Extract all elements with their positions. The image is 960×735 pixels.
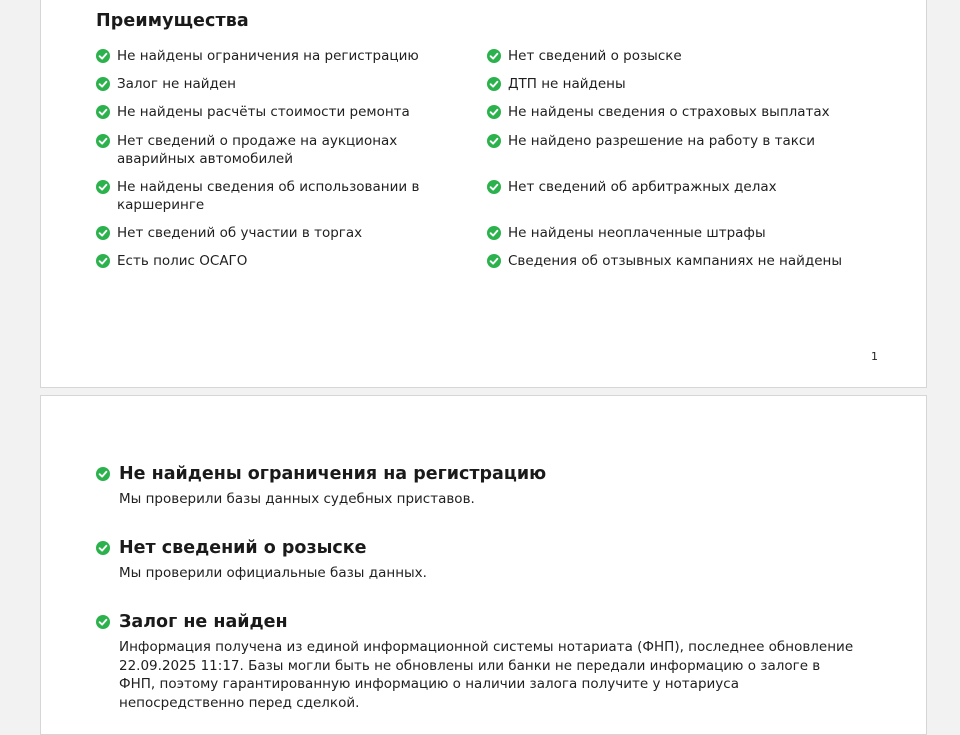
advantage-item: [96, 47, 477, 65]
advantage-item: [96, 132, 477, 168]
advantage-label: Не найдены неоплаченные штрафы: [508, 225, 766, 241]
advantage-item: [487, 103, 868, 121]
advantage-item: [487, 75, 868, 93]
report-page-2: [40, 395, 927, 735]
check-circle-icon: [96, 134, 110, 148]
advantage-label: Не найдены ограничения на регистрацию: [117, 48, 419, 64]
check-circle-icon: [96, 49, 110, 63]
check-circle-icon: [96, 254, 110, 268]
check-circle-icon: [96, 615, 110, 629]
check-circle-icon: [96, 467, 110, 481]
detail-title: [96, 611, 856, 633]
check-circle-icon: [96, 77, 110, 91]
advantage-item: [487, 252, 868, 270]
detail-text: Мы проверили базы данных судебных приставов.: [119, 491, 475, 507]
report-page-1: [40, 0, 927, 388]
check-circle-icon: [487, 226, 501, 240]
detail-pledge: [96, 611, 856, 712]
advantage-label: Нет сведений о продаже на аукционах аварийных автомобилей: [117, 132, 398, 167]
advantage-label: Не найдено разрешение на работу в такси: [508, 132, 816, 149]
detail-title-text: Нет сведений о розыске: [119, 538, 367, 558]
page-number: 1: [871, 350, 878, 363]
check-circle-icon: [96, 180, 110, 194]
advantage-item: [487, 132, 868, 150]
advantage-item: [96, 103, 477, 121]
advantage-label: Есть полис ОСАГО: [117, 253, 248, 270]
advantage-label: Сведения об отзывных кампаниях не найдены: [508, 253, 843, 270]
advantage-item: [487, 224, 868, 242]
check-circle-icon: [487, 77, 501, 91]
detail-title: [96, 463, 856, 485]
advantage-label: Нет сведений о розыске: [508, 48, 682, 64]
check-circle-icon: [487, 49, 501, 63]
advantage-label: Не найдены сведения о страховых выплатах: [508, 104, 830, 121]
check-circle-icon: [487, 105, 501, 119]
advantage-item: [96, 252, 477, 270]
check-circle-icon: [96, 541, 110, 555]
detail-title: [96, 537, 856, 559]
advantage-item: [487, 47, 868, 65]
advantages-title: Преимущества: [96, 11, 249, 31]
advantage-label: Нет сведений об арбитражных делах: [508, 178, 777, 195]
advantage-item: [96, 224, 477, 242]
detail-text: Информация получена из единой информационной системы нотариата (ФНП), последнее обновление 22.09.2025 11:17. Базы могли быть не обновлены или банки не передали информацию о залоге в ФНП, поэтому гарантированную информацию о наличии залога получите у нотариуса непосредственно перед сделкой.: [119, 639, 854, 711]
advantage-label: Не найдены расчёты стоимости ремонта: [117, 104, 410, 121]
check-circle-icon: [96, 226, 110, 240]
detail-title-text: Не найдены ограничения на регистрацию: [119, 464, 547, 484]
advantage-label: ДТП не найдены: [508, 76, 626, 93]
detail-text: Мы проверили официальные базы данных.: [119, 565, 427, 581]
advantage-label: Не найдены сведения об использовании в каршеринге: [117, 178, 420, 213]
advantage-item: [96, 178, 477, 214]
detail-registration: [96, 463, 856, 509]
advantage-label: Нет сведений об участии в торгах: [117, 225, 363, 241]
advantage-item: [487, 178, 868, 196]
check-circle-icon: [487, 134, 501, 148]
advantage-item: [96, 75, 477, 93]
advantage-label: Залог не найден: [117, 76, 236, 93]
check-circle-icon: [487, 254, 501, 268]
detail-wanted: [96, 537, 856, 583]
detail-title-text: Залог не найден: [119, 612, 288, 632]
check-circle-icon: [96, 105, 110, 119]
check-circle-icon: [487, 180, 501, 194]
